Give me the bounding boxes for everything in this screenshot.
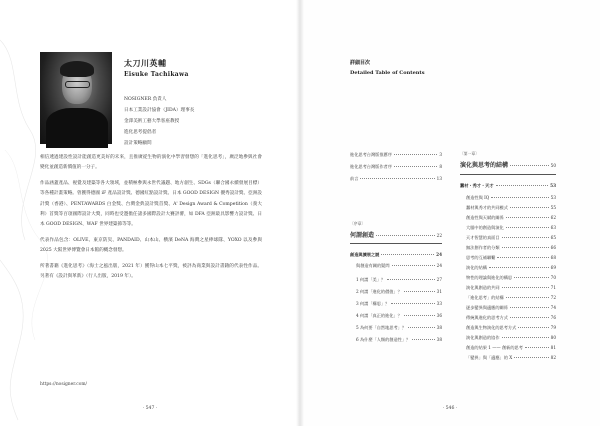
toc-entry[interactable]: 思考的互補聯繫 68 (466, 255, 556, 260)
toc-entry[interactable]: 蠢材・秀才・天才 53 (460, 183, 556, 188)
chapter-rule (350, 243, 442, 244)
chapter-title[interactable]: 何謂創造 22 (350, 232, 442, 239)
book-gutter-shadow (296, 0, 304, 426)
toc-entry[interactable]: 1 何謂「美」？ 27 (356, 277, 442, 282)
toc-entry[interactable]: 與創造有關的疑問 24 (356, 263, 442, 268)
toc-entry[interactable]: 創造與擴展之謎 24 (350, 252, 442, 257)
right-page-number: · 546 · (442, 406, 458, 411)
chapter-rule (460, 174, 556, 175)
toc-entry[interactable]: 逐步變異與適應的關係 74 (466, 305, 556, 310)
toc-entry[interactable]: 前言 13 (350, 176, 442, 181)
chapter-title[interactable]: 演化與思考的結構 50 (460, 162, 556, 169)
toc-entry[interactable]: 「進化思考」的結構 72 (466, 295, 556, 300)
toc-entry[interactable]: 3 何謂「構思」？ 33 (356, 301, 442, 306)
author-biography (40, 153, 262, 287)
left-page-number: · 547 · (142, 406, 158, 411)
toc-entry[interactable]: 大腦中的創造與演化 63 (466, 225, 556, 230)
author-name-english: Eisuke Tachikawa (124, 71, 189, 78)
toc-entry[interactable]: 演化的結構 69 (466, 265, 556, 270)
toc-entry[interactable]: 演化與創造的協作 80 (466, 335, 556, 340)
bio-paragraph: 代表作品包含：OLIVE、東京防災、PANDAID、山本山、横濱 DeNA 海灣之星棒球隊、YOXO 以及參與 2025 大阪世界博覽會日本館的概念發想。 (40, 237, 262, 254)
toc-entry[interactable]: 6 為什麼「人類的創造性」？ 38 (356, 337, 442, 342)
toc-entry[interactable]: 蠢材與秀才的共同模式 55 (466, 205, 556, 210)
toc-entry[interactable]: 物性的理論與進化的構思 70 (466, 275, 556, 280)
toc-entry[interactable]: 創造性與天賦的關係 62 (466, 215, 556, 220)
author-role: 日本工業設計協會（JIDA）理事長 (124, 108, 195, 113)
toc-entry[interactable]: 4 何謂「真正的進化」？ 36 (356, 313, 442, 318)
author-role: 設計策略顧問 (124, 141, 152, 146)
bio-paragraph: 作品涵蓋產品、視覺及建築等各大領域，並積極參與永世代議題、地方創生、SDGs（聯合國永續發展目標）等各種計畫策略。曾獲得德國 iF 產品設計獎、德國紅點設計獎、日本 GOOD DESIGN 優秀設計獎、亞洲設計獎（香港）、PENTAWARDS 白金獎、台灣金典設計獎首獎、A' Design Award & Competition（義大利）首獎等百項國際設計大獎，同時也受邀擔任諸多國際設計大賽評審，如 DFA 亞洲最具影響力設計獎、日本 GOOD DESIGN、WAF 世界建築節等等。 (40, 180, 262, 228)
right-page (300, 0, 600, 426)
toc-entry[interactable]: 創造與生物演化的思考方式 79 (466, 325, 556, 330)
author-website-link[interactable]: https://nosigner.com/ (40, 382, 87, 387)
author-role: 金澤美術工藝大學客座教授 (124, 119, 180, 124)
toc-entry[interactable]: 「變異」與「適應」的 X 82 (466, 355, 556, 360)
bio-paragraph: 相信透過建設性設計能創造更美好的未來，且推廣從生物的演化中學習發想的「進化思考」，廣泛地參與社會變化並創造新價值的一分子。 (40, 155, 262, 171)
toc-entry[interactable]: 天才智慧的真面目 65 (466, 235, 556, 240)
author-role: NOSIGNER 負責人 (124, 97, 167, 102)
toc-title-english: Detailed Table of Contents (350, 70, 425, 76)
toc-entry[interactable]: 演化與創造的共同 71 (466, 285, 556, 290)
toc-entry[interactable]: 無法創作者的分類 66 (466, 245, 556, 250)
author-name-chinese: 太刀川英輔 (124, 58, 167, 68)
chapter-tag: 〔第一章〕 (460, 151, 479, 156)
toc-entry[interactable]: 創造性與 IQ 53 (466, 195, 556, 200)
toc-title-chinese: 詳細目次 (350, 60, 371, 66)
author-portrait (40, 52, 112, 144)
toc-entry[interactable]: 進化思考台灣版推薦序 3 (350, 152, 442, 157)
chapter-tag: 〔序章〕 (350, 221, 366, 226)
toc-entry[interactable]: 5 為何要「自然地思考」？ 38 (356, 325, 442, 330)
toc-entry[interactable]: 傳統與進化的思考方式 76 (466, 315, 556, 320)
toc-entry[interactable]: 進化思考台灣版作者序 8 (350, 164, 442, 169)
author-role: 進化思考提倡者 (124, 130, 157, 135)
toc-entry[interactable]: 2 何謂「進化的價值」？ 31 (356, 289, 442, 294)
author-roles (124, 94, 194, 149)
toc-entry[interactable]: 創造的結果 1 —— 創新的思考 81 (466, 345, 556, 350)
bio-paragraph: 所著書籍《進化思考》（海士之風出版，2021 年）獲得山本七平獎，被評為商業與設計書籍的代表性作品。另著有《設計與革新》（行人出版，2019 年）。 (40, 263, 262, 280)
